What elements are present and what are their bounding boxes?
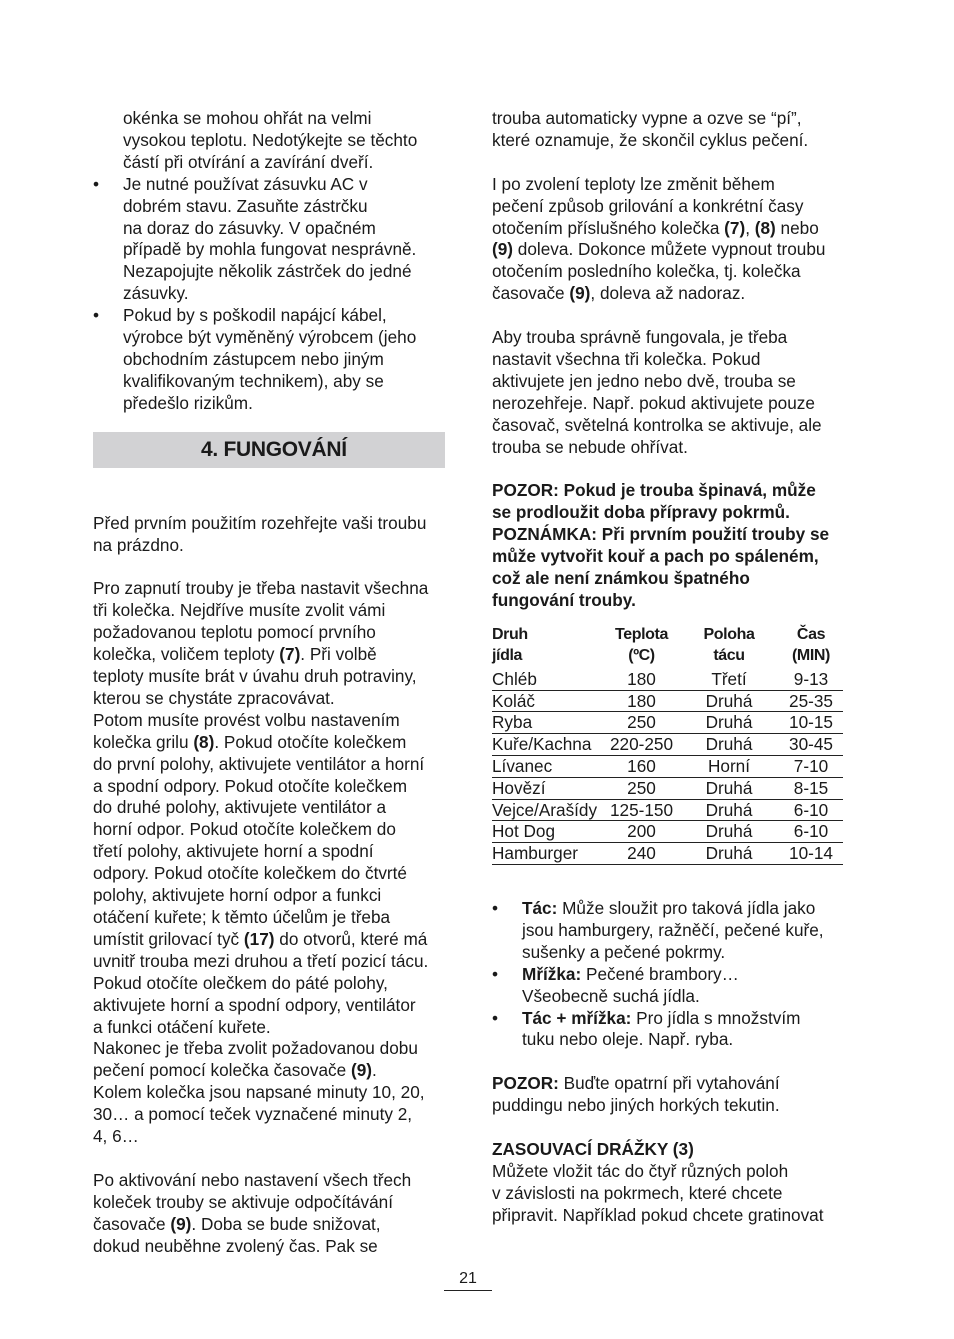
text-line: sušenky a pečené pokrmy. [522,941,726,962]
text-line: a funkci otáčení kuřete. [93,1016,271,1037]
text-line: otočením posledního kolečka, tj. kolečka [492,261,801,282]
text-line [492,239,844,261]
table-row [492,669,843,690]
bullet-item [492,1008,844,1052]
text-line: Pro zapnutí trouby je třeba nastavit všechna [93,578,429,599]
text-line: časovač, světelná kontrolka se aktivuje, ale [492,414,822,435]
text-span: časovače [93,1213,171,1234]
reference-number: (9) [569,283,591,304]
text-line: výrobce být vyměněný výrobcem (jeho [123,327,417,348]
slots-title: ZASOUVACÍ DRÁŽKY (3) [492,1138,694,1159]
text-line [522,1008,844,1030]
table-cell: Druhá [679,777,779,799]
text-line: I po zvolení teploty lze změnit během [492,173,775,194]
bullet-item [93,305,445,415]
text-span: do otvorů, které má [274,928,428,949]
text-line: trouba se nebude ohřívat. [492,436,688,457]
text-line: okénka se mohou ohřát na velmi [123,108,372,128]
text-line: dobrém stavu. Zasuňte zástrčku [123,195,368,216]
table-row [492,799,843,821]
bullet-icon: • [93,305,100,326]
text-line: kterou se chystáte zpracovávat. [93,687,335,708]
text-span: Pro jídla s množstvím [631,1007,801,1028]
text-line: požadovanou teplotu pomocí prvního [93,622,376,643]
text-line: do druhé polohy, aktivujete ventilátor a [93,797,387,818]
text-span: Může sloužit pro taková jídla jako [557,897,816,918]
text-line: do první polohy, aktivujete ventilátor a horní [93,753,425,774]
text-line: může vytvořit kouř a pach po spáleném, [492,546,819,567]
text-span: , doleva až nadoraz. [590,283,746,304]
text-span: časovače [492,283,570,304]
reference-number: (9) [170,1213,192,1234]
table-cell: Kuře/Kachna [492,734,604,756]
text-span: pečení pomocí kolečka časovače [93,1060,351,1081]
text-line: nastavit všechna tři kolečka. Pokud [492,348,761,369]
text-span: otočením příslušného kolečka [492,217,725,238]
table-row [492,690,843,712]
warning-block [492,480,844,611]
caution-label: POZOR: [492,1073,559,1094]
text-line: které oznamuje, že skončil cyklus pečení. [492,129,809,150]
text-line: trouba automaticky vypne a ozve se “pí”, [492,108,802,128]
reference-number: (8) [754,217,776,238]
header-line: Teplota [615,625,668,643]
bullet-icon: • [492,963,499,984]
spacer [492,152,844,174]
header-line: Čas [796,625,826,643]
table-cell: Druhá [679,712,779,734]
text-line: zásuvky. [123,283,189,304]
reference-number: (9) [350,1060,372,1081]
paragraph-setup [93,578,445,1148]
slots-section [492,1139,844,1227]
bullet-icon: • [492,1007,499,1028]
text-line: na prázdno. [93,534,184,555]
text-span: doleva. Dokonce můžete vypnout troubu [513,239,826,260]
text-line: Aby trouba správně fungovala, je třeba [492,327,788,348]
text-line: kvalifikovaným technikem), aby se [123,370,384,391]
table-cell: 25-35 [779,690,843,712]
table-cell: Druhá [679,821,779,843]
cooking-table [492,624,843,865]
header-line: Poloha [703,625,755,643]
text-line: na doraz do zásuvky. V opačném [123,217,376,238]
text-line: Nezapojujte několik zástrček do jedné [123,261,412,282]
text-line [492,218,844,240]
text-line: 30… a pomocí teček vyznačené minuty 2, [93,1104,413,1125]
text-line: což ale není známkou špatného [492,567,750,588]
table-cell: Ryba [492,712,604,734]
text-line: Pokud by s poškodil napájcí kábel, [123,305,387,326]
table-cell: Druhá [679,734,779,756]
text-span: . [371,1060,377,1081]
section-heading: 4. FUNGOVÁNÍ [93,432,445,468]
table-cell: Hot Dog [492,821,604,843]
bullet-label: Tác + mřížka: [522,1007,632,1028]
column-header [779,624,843,669]
bullet-label: Tác: [522,897,558,918]
table-row [492,712,843,734]
table-cell: Třetí [679,669,779,690]
text-line: tuku nebo oleje. Např. ryba. [522,1029,734,1050]
text-span: kolečka grilu [93,731,194,752]
text-line [93,1214,445,1236]
spacer [93,557,445,579]
table-cell: 250 [604,712,679,734]
table-header-row [492,624,843,669]
text-span: . Pokud otočíte kolečkem [214,731,407,752]
text-line [93,1060,445,1082]
reference-number: (7) [724,217,746,238]
table-cell: Lívanec [492,755,604,777]
spacer [492,305,844,327]
text-line: 4, 6… [93,1126,139,1147]
text-span: kolečka, voličem teploty [93,644,280,665]
column-header [679,624,779,669]
text-line: pečení způsob grilování a konkrétní časy [492,195,804,216]
text-line: nerozehřeje. Např. pokud aktivujete pouze [492,392,815,413]
text-line: dokud neuběhne zvolený čas. Pak se [93,1235,378,1256]
table-cell: Vejce/Arašídy [492,799,604,821]
bullet-label: Mřížka: [522,963,582,984]
text-line: Kolem kolečka jsou napsané minuty 10, 20, [93,1082,425,1103]
reference-number: (8) [193,731,215,752]
text-line: Po aktivování nebo nastavení všech třech [93,1169,412,1190]
paragraph-first-use [93,513,445,557]
text-line: POZNÁMKA: Při prvním použití trouby se [492,524,830,545]
header-line: tácu [713,646,745,664]
intro-paragraph [93,108,445,174]
text-line [93,644,445,666]
text-line: vysokou teplotu. Nedotýkejte se těchto [123,129,418,150]
table-cell: 9-13 [779,669,843,690]
table-cell: Chléb [492,669,604,690]
text-line: uvnitř trouba mezi druhou a třetí pozicí tácu. [93,950,429,971]
text-line: třetí polohy, aktivujete horní a spodní [93,841,374,862]
bullet-item [492,964,844,1008]
text-line [492,283,844,305]
page-number: 21 [444,1269,492,1291]
table-cell: Druhá [679,799,779,821]
text-line: fungování trouby. [492,589,636,610]
table-cell: 200 [604,821,679,843]
paragraph-auto-off [492,108,844,152]
text-span: , [745,217,755,238]
text-span: nebo [775,217,819,238]
text-span: Pečené brambory… [581,963,739,984]
table-cell: Hamburger [492,843,604,865]
table-cell: 10-15 [779,712,843,734]
paragraph-all-dials [492,327,844,458]
text-line: aktivujete horní a spodní odpory, ventilátor [93,994,416,1015]
reference-number: (9) [492,239,514,260]
table-row [492,777,843,799]
text-line: v závislosti na pokrmech, které chcete [492,1182,783,1203]
header-line: (ºC) [628,646,655,664]
text-line: POZOR: Pokud je trouba špinavá, může [492,480,816,501]
table-row [492,755,843,777]
header-line: (MIN) [792,646,830,664]
table-cell: Koláč [492,690,604,712]
header-line: jídla [492,646,523,664]
text-line: horní odpor. Pokud otočíte kolečkem do [93,819,396,840]
bullet-item [93,174,445,305]
text-line: tři kolečka. Nejdříve musíte zvolit vámi [93,600,386,621]
table-row [492,821,843,843]
paragraph-countdown [93,1170,445,1258]
text-line: otáčení kuřete; k těmto účelům je třeba [93,906,391,927]
spacer [492,865,844,898]
table-cell: 7-10 [779,755,843,777]
text-line: předešlo rizikům. [123,392,253,413]
text-line: připravit. Například pokud chcete gratinovat [492,1204,824,1225]
text-span: . Doba se bude snižovat, [191,1213,381,1234]
table-cell: 10-14 [779,843,843,865]
text-line [93,732,445,754]
spacer [492,1117,844,1139]
text-line: odpory. Pokud otočíte kolečkem do čtvrté [93,863,407,884]
text-line [522,964,844,986]
bullet-icon: • [492,897,499,918]
right-column [492,108,844,1227]
table-cell: 125-150 [604,799,679,821]
bullet-icon: • [93,173,100,194]
text-line: teploty musíte brát v úvahu druh potraviny, [93,666,417,687]
paragraph-change-settings [492,174,844,305]
table-body [492,669,843,865]
reference-number: (17) [243,928,275,949]
table-cell: 8-15 [779,777,843,799]
text-line: částí při otvírání a zavírání dveří. [123,151,374,172]
left-column [93,108,445,1257]
text-line: a spodní odpory. Pokud otočíte kolečkem [93,775,408,796]
text-span: umístit grilovací tyč [93,928,244,949]
text-line: případě by mohla fungovat nesprávně. [123,239,417,260]
text-line: Pokud otočíte olečkem do páté polohy, [93,972,388,993]
table-cell: 180 [604,669,679,690]
table-cell: 220-250 [604,734,679,756]
text-line: Všeobecně suchá jídla. [522,985,700,1006]
text-line: Před prvním použitím rozehřejte vaši troubu [93,512,427,533]
text-line: aktivujete jen jedno nebo dvě, trouba se [492,370,796,391]
text-line: jsou hamburgery, ražněčí, pečené kuře, [522,919,824,940]
table-cell: Druhá [679,690,779,712]
table-cell: Hovězí [492,777,604,799]
table-cell: 6-10 [779,821,843,843]
header-line: Druh [492,625,528,643]
bullet-item [492,898,844,964]
text-line: Potom musíte provést volbu nastavením [93,709,400,730]
text-line: puddingu nebo jiných horkých tekutin. [492,1095,780,1116]
text-line: Je nutné používat zásuvku AC v [123,173,368,194]
spacer [93,468,445,513]
text-line [492,1073,844,1095]
text-line: koleček trouby se aktivuje odpočítávání [93,1191,394,1212]
column-header [492,624,604,669]
column-header [604,624,679,669]
table-cell: Horní [679,755,779,777]
text-span: . Při volbě [300,644,377,665]
table-cell: 250 [604,777,679,799]
table-cell: 160 [604,755,679,777]
table-row [492,843,843,865]
text-line [522,898,844,920]
table-cell: Druhá [679,843,779,865]
table-cell: 30-45 [779,734,843,756]
text-line: obchodním zástupcem nebo jiným [123,348,384,369]
text-span: Buďte opatrní při vytahování [558,1073,780,1094]
text-line: Nakonec je třeba zvolit požadovanou dobu [93,1038,418,1059]
table-row [492,734,843,756]
table-cell: 240 [604,843,679,865]
spacer [93,1148,445,1170]
caution-paragraph [492,1073,844,1117]
spacer [492,1051,844,1073]
text-line: se prodloužit doba přípravy pokrmů. [492,502,790,523]
reference-number: (7) [279,644,301,665]
table-cell: 6-10 [779,799,843,821]
table-cell: 180 [604,690,679,712]
text-line: Můžete vložit tác do čtyř různých poloh [492,1160,789,1181]
text-line: polohy, aktivujete horní odpor a funkci [93,885,382,906]
spacer [492,458,844,480]
text-line [93,929,445,951]
